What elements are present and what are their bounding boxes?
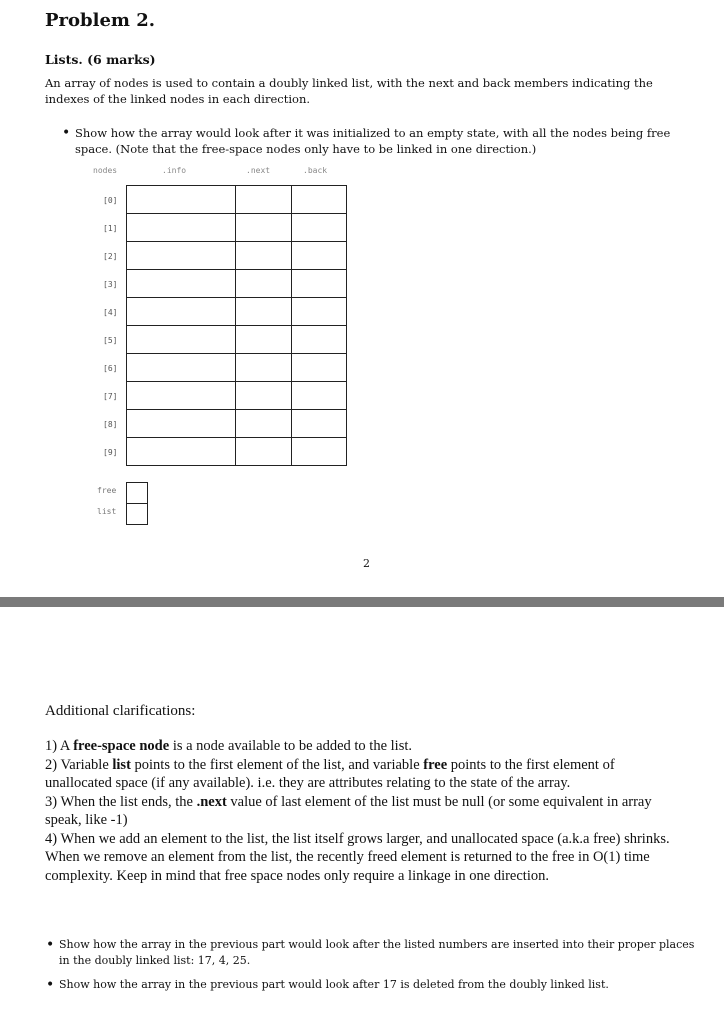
section-heading (45, 52, 156, 67)
row-label: [0] (103, 196, 118, 205)
cell-back[interactable] (291, 241, 347, 270)
cell-info[interactable] (126, 381, 236, 410)
bullet-1-text: Show how the array would look after it was initialized to an empty state, with all the nodes being free space. (Note that the free-space nodes only have to be linked in one direction.) (75, 126, 671, 156)
bullet-2-text: Show how the array in the previous part would look after the listed numbers are inserted into their proper places in the doubly linked list: 17, 4, 25. (59, 938, 695, 967)
problem-title: Problem 2. (45, 10, 156, 31)
node-array-diagram (90, 166, 360, 530)
cell-next[interactable] (235, 269, 292, 298)
bullet-3-text: Show how the array in the previous part would look after 17 is deleted from the doubly linked list. (59, 978, 609, 991)
bullet-dot: • (46, 977, 55, 993)
cell-next[interactable] (235, 241, 292, 270)
row-label: [6] (103, 364, 118, 373)
free-cell[interactable] (126, 482, 148, 504)
cell-info[interactable] (126, 241, 236, 270)
page-divider (0, 597, 724, 607)
cell-next[interactable] (235, 437, 292, 466)
intro-paragraph: An array of nodes is used to contain a doubly linked list, with the next and back members indicating the indexes of the linked nodes in each direction. (45, 76, 653, 106)
cell-info[interactable] (126, 213, 236, 242)
cell-next[interactable] (235, 325, 292, 354)
row-label: [2] (103, 252, 118, 261)
col-header-next: .next (246, 166, 271, 175)
cell-back[interactable] (291, 409, 347, 438)
cell-back[interactable] (291, 437, 347, 466)
cell-info[interactable] (126, 325, 236, 354)
row-label: [7] (103, 392, 118, 401)
cell-next[interactable] (235, 297, 292, 326)
clarification-item-3: 3) When the list ends, the .next value of last element of the list must be null (or some equivalent in array speak, like -1) (45, 793, 652, 828)
cell-next[interactable] (235, 381, 292, 410)
cell-next[interactable] (235, 409, 292, 438)
clarifications-heading: Additional clarifications: (45, 703, 196, 719)
clarifications-list (45, 737, 685, 885)
clarification-item-1: 1) A free-space node is a node available to be added to the list. (45, 738, 412, 754)
cell-back[interactable] (291, 297, 347, 326)
cell-back[interactable] (291, 325, 347, 354)
col-header-info: .info (162, 166, 187, 175)
bullet-dot: • (62, 125, 71, 141)
cell-next[interactable] (235, 353, 292, 382)
row-label: [4] (103, 308, 118, 317)
col-header-nodes: nodes (93, 166, 118, 175)
row-label: [8] (103, 420, 118, 429)
col-header-back: .back (303, 166, 328, 175)
row-label: [1] (103, 224, 118, 233)
section-title: Lists. (45, 52, 83, 67)
section-marks: (6 marks) (87, 52, 156, 67)
list-cell[interactable] (126, 503, 148, 525)
list-label: list (97, 507, 117, 516)
clarification-item-2: 2) Variable list points to the first element of the list, and variable free points to the first element of unallocated space (if any available). i.e. they are attributes relating to the state of the array. (45, 756, 615, 791)
cell-back[interactable] (291, 185, 347, 214)
cell-back[interactable] (291, 381, 347, 410)
clarification-item-4: 4) When we add an element to the list, the list itself grows larger, and unallocated space (a.k.a free) shrinks. When we remove an element from the list, the recently freed element is returned to the free in O(1) time complexity. Keep in mind that free space nodes only require a linkage in one direction. (45, 830, 670, 884)
cell-next[interactable] (235, 185, 292, 214)
row-label: [9] (103, 448, 118, 457)
row-label: [5] (103, 336, 118, 345)
free-label: free (97, 486, 117, 495)
cell-info[interactable] (126, 437, 236, 466)
cell-info[interactable] (126, 409, 236, 438)
cell-back[interactable] (291, 269, 347, 298)
cell-back[interactable] (291, 213, 347, 242)
cell-back[interactable] (291, 353, 347, 382)
cell-info[interactable] (126, 353, 236, 382)
cell-info[interactable] (126, 269, 236, 298)
row-label: [3] (103, 280, 118, 289)
cell-info[interactable] (126, 185, 236, 214)
cell-info[interactable] (126, 297, 236, 326)
bullet-dot: • (46, 937, 55, 953)
cell-next[interactable] (235, 213, 292, 242)
page-number: 2 (363, 557, 370, 570)
